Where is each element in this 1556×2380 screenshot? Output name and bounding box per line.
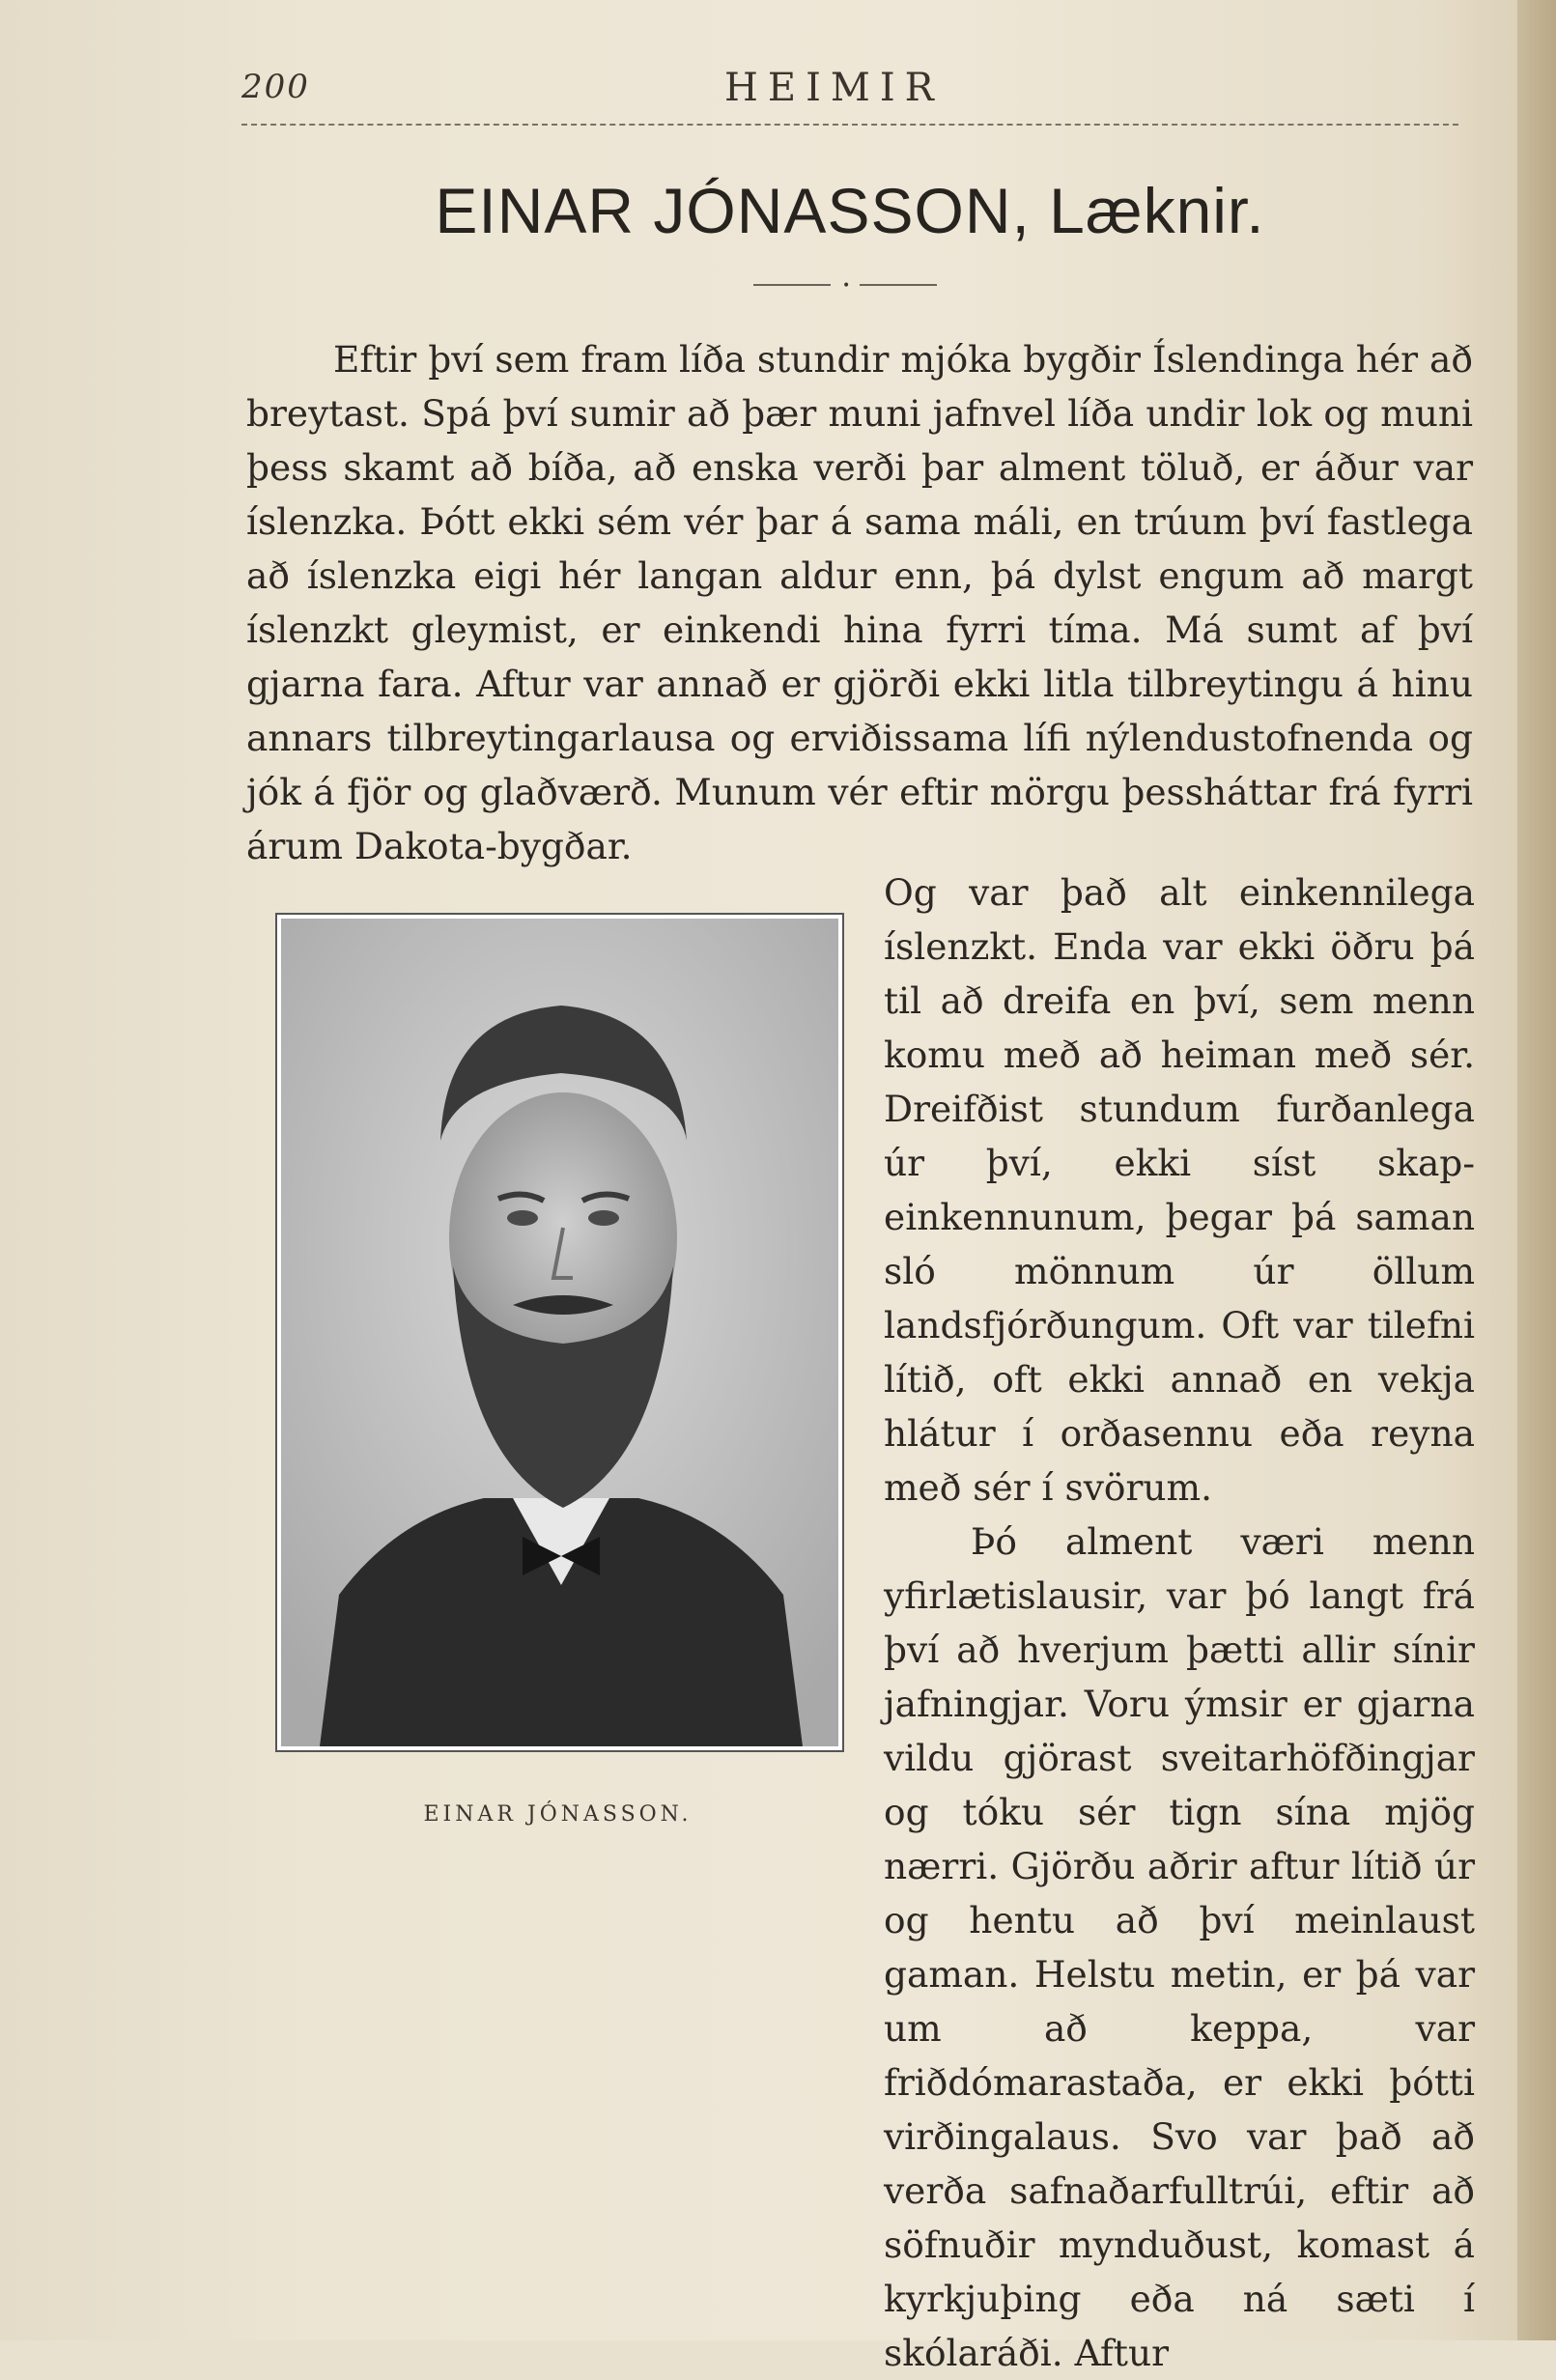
running-head: HEIMIR	[724, 66, 944, 110]
page-edge	[1517, 0, 1556, 2340]
paragraph-text: Eftir því sem fram líða stundir mjóka bygðir Íslendinga hér að breytast. Spá því sumir að þær muni jafnvel líða undir lok og muni þess skamt að bíða, að enska verði þar alment töluð, er áður var íslenzka. Þótt ekki sém vér þar á sama máli, en trúum því fastlega að íslenzka eigi hér langan aldur enn, þá dylst engum að margt íslenzkt gleymist, er einkendi hina fyrri tíma. Má sumt af því gjarna fara. Aftur var annað er gjörði ekki litla tilbreytingu á hinu annars tilbreytingarlausa og erviðissama lífi nýlendustofnenda og jók á fjör og glaðværð. Munum vér eftir mörgu þessháttar frá fyrri árum Dakota-bygðar.	[246, 338, 1473, 867]
ornament-dot: •	[842, 278, 851, 294]
header-rule	[241, 124, 1458, 126]
page-number: 200	[241, 68, 310, 106]
article-title: EINAR JÓNASSON, Læknir.	[435, 175, 1265, 246]
paragraph-text: Þó alment væri menn yfirlætislausir, var þó langt frá því að hverjum þætti allir sínir jafningjar. Voru ýmsir er gjarna vildu gjörast sveitarhöfðingjar og tóku sér tign sína mjög nærri. Gjörðu aðrir aftur lítið úr og hentu að því meinlaust gaman. Helstu metin, er þá var um að keppa, var friðdómarastaða, er ekki þótti virðingalaus. Svo var það að verða safnaðarfulltrúi, eftir að söfnuðir mynduðust, komast á kyrkjuþing eða ná sæti í skólaráði. Aftur	[884, 1520, 1475, 2374]
article-paragraph-right-column	[884, 865, 1475, 2374]
page-header	[241, 58, 1458, 116]
portrait-photo	[275, 913, 844, 1752]
portrait-caption: EINAR JÓNASSON.	[423, 1802, 693, 1827]
article-paragraph-intro	[246, 332, 1473, 873]
paragraph-text: Og var það alt einkennilega íslenzkt. Enda var ekki öðru þá til að dreifa en því, sem menn komu með að heiman með sér. Dreifðist stundum furðanlega úr því, ekki síst skap-einkennunum, þegar þá saman sló mönnum úr öllum landsfjórðungum. Oft var tilefni lítið, oft ekki annað en vekja hlátur í orðasennu eða reyna með sér í svörum.	[884, 871, 1475, 1509]
title-ornament	[753, 278, 947, 294]
